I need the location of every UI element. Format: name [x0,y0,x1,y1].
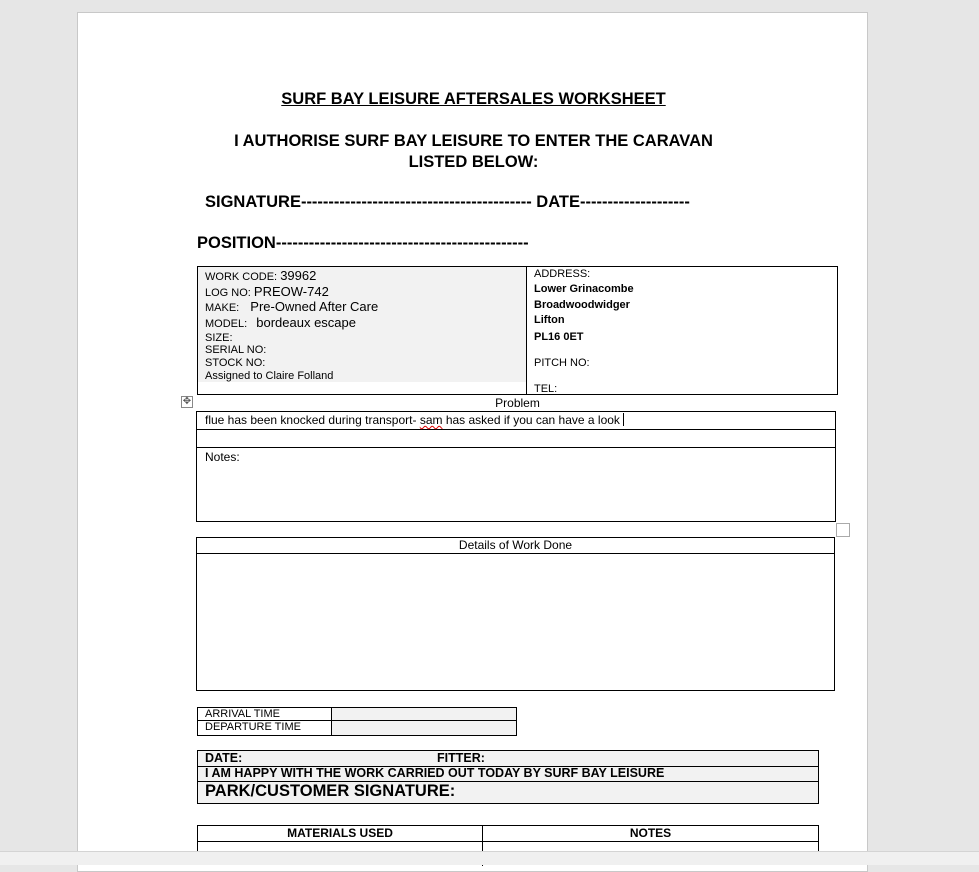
problem-text[interactable]: flue has been knocked during transport- sam has asked if you can have a look [205,413,624,427]
arrival-time-cell[interactable] [332,708,516,721]
address-label: ADDRESS: [534,268,591,280]
date-fitter-row [198,751,818,767]
fitter-label: FITTER: [437,751,485,765]
serial-no-label: SERIAL NO: [205,344,267,356]
text-cursor [623,413,624,426]
materials-used-heading: MATERIALS USED [198,826,483,842]
signoff-table [197,750,819,804]
log-no-value: PREOW-742 [253,284,329,299]
make-value: Pre-Owned After Care [250,299,379,314]
date-label: DATE: [205,751,243,765]
status-strip [0,851,979,865]
pitch-no-label: PITCH NO: [534,357,590,369]
problem-heading: Problem [495,396,540,410]
authorisation-line-2: LISTED BELOW: [408,153,539,171]
address-line-1: Lower Grinacombe [534,283,634,295]
misspelled-word: sam [419,413,443,427]
table-resize-handle[interactable] [836,523,850,537]
position-line: POSITION---------------------------------------------- [197,234,529,252]
problem-empty-row[interactable] [197,429,835,448]
address-line-2: Broadwoodwidger [534,299,630,311]
problem-text-row[interactable] [197,412,835,430]
work-code-value: 39962 [280,268,317,283]
work-done-heading: Details of Work Done [197,538,834,554]
address-line-3: Lifton [534,314,565,326]
authorisation-line-1: I AUTHORISE SURF BAY LEISURE TO ENTER THE CARAVAN [234,132,713,150]
customer-signature-label: PARK/CUSTOMER SIGNATURE: [205,782,456,800]
move-handle-icon[interactable]: ✥ [182,396,192,407]
size-label: SIZE: [205,332,233,344]
assigned-to: Assigned to Claire Folland [205,370,334,382]
caravan-info-table [197,266,838,395]
problem-table [196,411,836,522]
time-table [197,707,517,736]
materials-notes-heading: NOTES [483,826,818,842]
document-page [77,12,868,872]
tel-label: TEL: [534,383,558,395]
happy-row [198,766,818,782]
customer-signature-row [198,781,818,803]
happy-statement: I AM HAPPY WITH THE WORK CARRIED OUT TODAY BY SURF BAY LEISURE [205,766,665,780]
make-row: MAKE: Pre-Owned After Care [205,299,379,314]
notes-label: Notes: [205,450,240,464]
stock-no-label: STOCK NO: [205,357,266,369]
departure-time-cell[interactable] [332,721,516,735]
signature-date-line: SIGNATURE------------------------------------------ DATE-------------------- [205,193,690,211]
authorisation-statement [78,131,869,173]
work-code-row: WORK CODE: 39962 [205,268,317,283]
departure-time-label: DEPARTURE TIME [198,721,332,735]
model-row: MODEL: bordeaux escape [205,315,356,330]
work-done-table [196,537,835,691]
model-value: bordeaux escape [256,315,356,330]
address-postcode: PL16 0ET [534,331,584,343]
arrival-time-label: ARRIVAL TIME [198,708,332,721]
log-no-row: LOG NO: PREOW-742 [205,284,329,299]
worksheet-title: SURF BAY LEISURE AFTERSALES WORKSHEET [281,90,666,108]
